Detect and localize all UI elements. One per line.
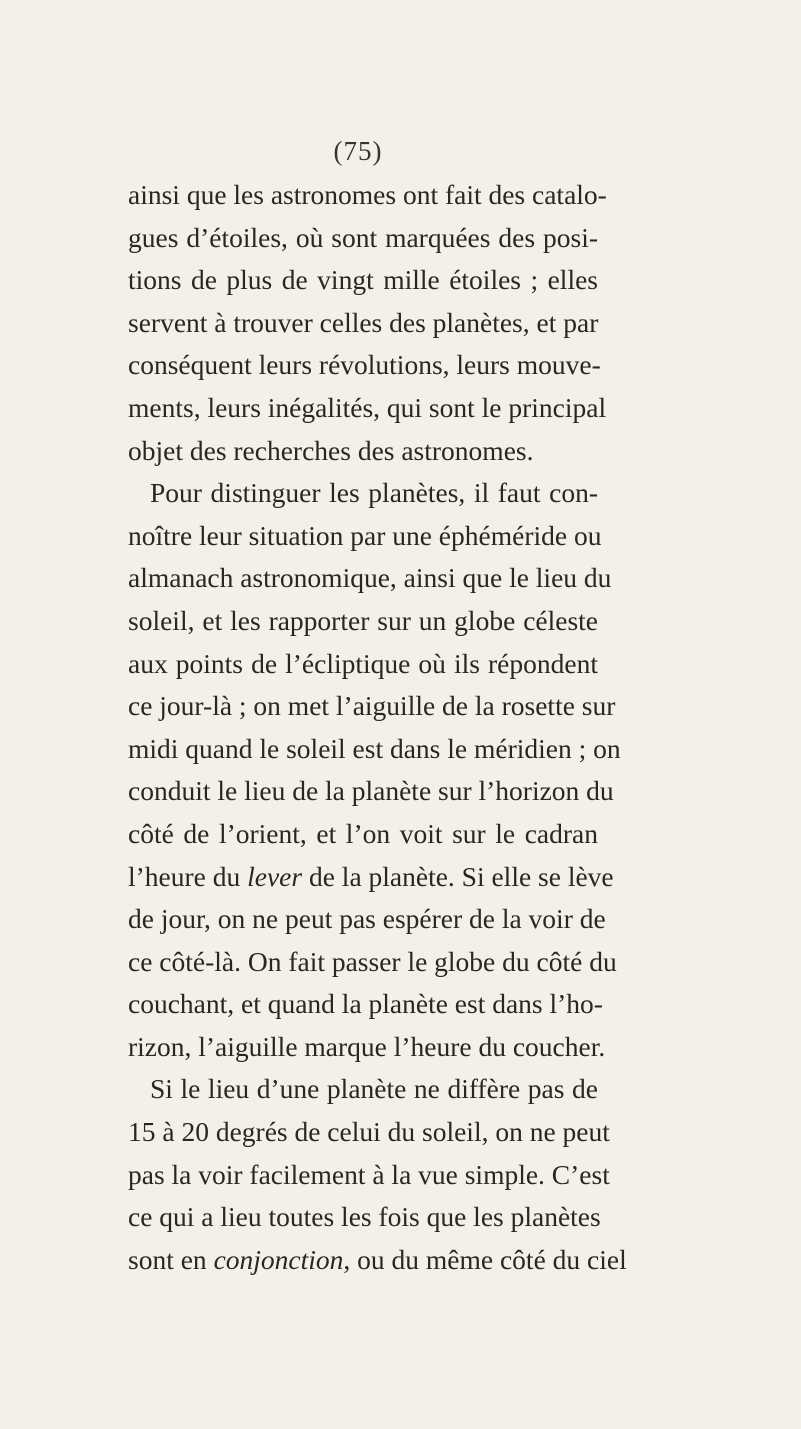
text-line: midi quand le soleil est dans le méridien ; on	[128, 732, 621, 764]
text-line: servent à trouver celles des planètes, et par	[128, 306, 599, 338]
text-line: ce qui a lieu toutes les fois que les planètes	[128, 1201, 601, 1233]
text-line: ainsi que les astronomes ont fait des catalo-	[128, 179, 607, 210]
text-line: ments, leurs inégalités, qui sont le principal	[128, 391, 607, 423]
text-line: noître leur situation par une éphéméride ou	[128, 519, 602, 551]
text-line: couchant, et quand la planète est dans l’ho-	[128, 988, 603, 1020]
text-line: rizon, l’aiguille marque l’heure du coucher.	[128, 1030, 606, 1062]
text-line: gues d’étoiles, où sont marquées des posi-	[128, 221, 598, 253]
text-line: ce côté-là. On fait passer le globe du côté du	[128, 945, 617, 977]
text-line: 15 à 20 degrés de celui du soleil, on ne peut	[128, 1116, 610, 1148]
text-line: conséquent leurs révolutions, leurs mouve-	[128, 349, 601, 381]
text-line: aux points de l’écliptique où ils répondent	[128, 647, 598, 679]
italic-term: lever	[247, 860, 303, 892]
text-line: de jour, on ne peut pas espérer de la voir de	[128, 903, 606, 935]
text-line: pas la voir facilement à la vue simple. C’est	[128, 1158, 610, 1190]
text-line: soleil, et les rapporter sur un globe céleste	[128, 604, 598, 636]
text-run: , ou du même côté du ciel	[343, 1243, 627, 1275]
text-line	[128, 1239, 627, 1282]
italic-term: conjonction	[213, 1243, 344, 1275]
text-line: ce jour-là ; on met l’aiguille de la rosette sur	[128, 690, 616, 722]
text-line: Si le lieu d’une planète ne diffère pas de	[150, 1073, 598, 1105]
text-run: l’heure du	[128, 860, 248, 892]
text-line: tions de plus de vingt mille étoiles ; elles	[128, 264, 598, 296]
page-number: (75)	[333, 136, 383, 166]
text-run: de la planète. Si elle se lève	[302, 860, 614, 892]
text-line: conduit le lieu de la planète sur l’horizon du	[128, 775, 614, 807]
text-line: almanach astronomique, ainsi que le lieu du	[128, 562, 612, 594]
text-line: objet des recherches des astronomes.	[128, 434, 534, 466]
text-line: côté de l’orient, et l’on voit sur le cadran	[128, 817, 598, 849]
text-line: Pour distinguer les planètes, il faut con-	[150, 477, 598, 509]
text-line	[128, 856, 614, 899]
text-run: sont en	[128, 1243, 214, 1275]
body-text	[128, 174, 627, 1281]
